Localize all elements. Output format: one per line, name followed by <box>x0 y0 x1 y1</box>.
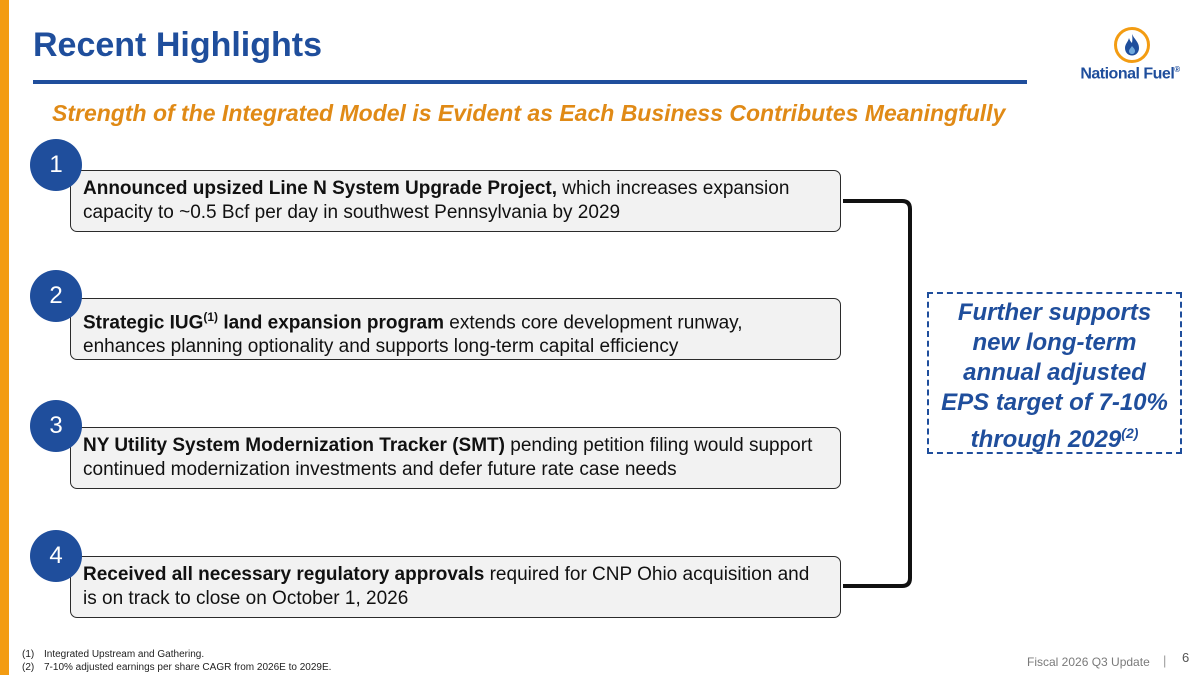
footnotes <box>22 648 331 674</box>
page-number: 6 <box>1182 650 1190 665</box>
page-title: Recent Highlights <box>33 26 323 64</box>
item-number-badge-3: 3 <box>30 400 82 452</box>
footnote-ref: (2) <box>1121 425 1139 441</box>
highlight-item-4 <box>70 556 841 618</box>
logo-wordmark: National Fuel® <box>1080 65 1180 83</box>
callout-line: annual adjusted <box>963 359 1146 386</box>
eps-target-callout <box>927 292 1182 454</box>
item-bold-text: Received all necessary regulatory approvals <box>83 564 485 585</box>
callout-line: new long-term <box>972 329 1137 356</box>
item-number-badge-2: 2 <box>30 270 82 322</box>
callout-line: through 2029$^{(2)}$ <box>970 425 1139 453</box>
highlight-item-2 <box>70 298 841 360</box>
item-number-badge-1: 1 <box>30 139 82 191</box>
footer-separator: | <box>1163 653 1167 668</box>
slide-subtitle: Strength of the Integrated Model is Evident as Each Business Contributes Meaningfully <box>52 100 1006 126</box>
item-bold-text: Announced upsized Line N System Upgrade Project, <box>83 178 558 199</box>
item-text: required for CNP Ohio acquisition and is on track to close on October 1, 2026 <box>83 564 810 609</box>
footnote-ref: (1) <box>203 310 219 324</box>
footnote-1: (1) Integrated Upstream and Gathering. <box>22 649 205 660</box>
footer-label: Fiscal 2026 Q3 Update <box>1027 655 1150 669</box>
highlight-item-1 <box>70 170 841 232</box>
item-text: which increases expansion capacity to ~0.5 Bcf per day in southwest Pennsylvania by 2029 <box>83 178 790 223</box>
item-bold-text: Strategic IUG <box>83 312 204 334</box>
item-number-badge-4: 4 <box>30 530 82 582</box>
item-bold-text: NY Utility System Modernization Tracker (SMT) <box>83 435 505 456</box>
item-text: pending petition filing would support continued modernization investments and defer future rate case needs <box>83 435 813 480</box>
callout-line: Further supports <box>957 299 1152 326</box>
highlight-item-3 <box>70 427 841 489</box>
footnote-2: (2) 7-10% adjusted earnings per share CAGR from 2026E to 2029E. <box>22 662 332 673</box>
callout-line: EPS target of 7-10% <box>941 389 1168 416</box>
item-text: extends core development runway, enhances planning optionality and supports long-term capital efficiency <box>83 312 743 358</box>
item-bold-text-tail: land expansion program <box>218 312 444 334</box>
